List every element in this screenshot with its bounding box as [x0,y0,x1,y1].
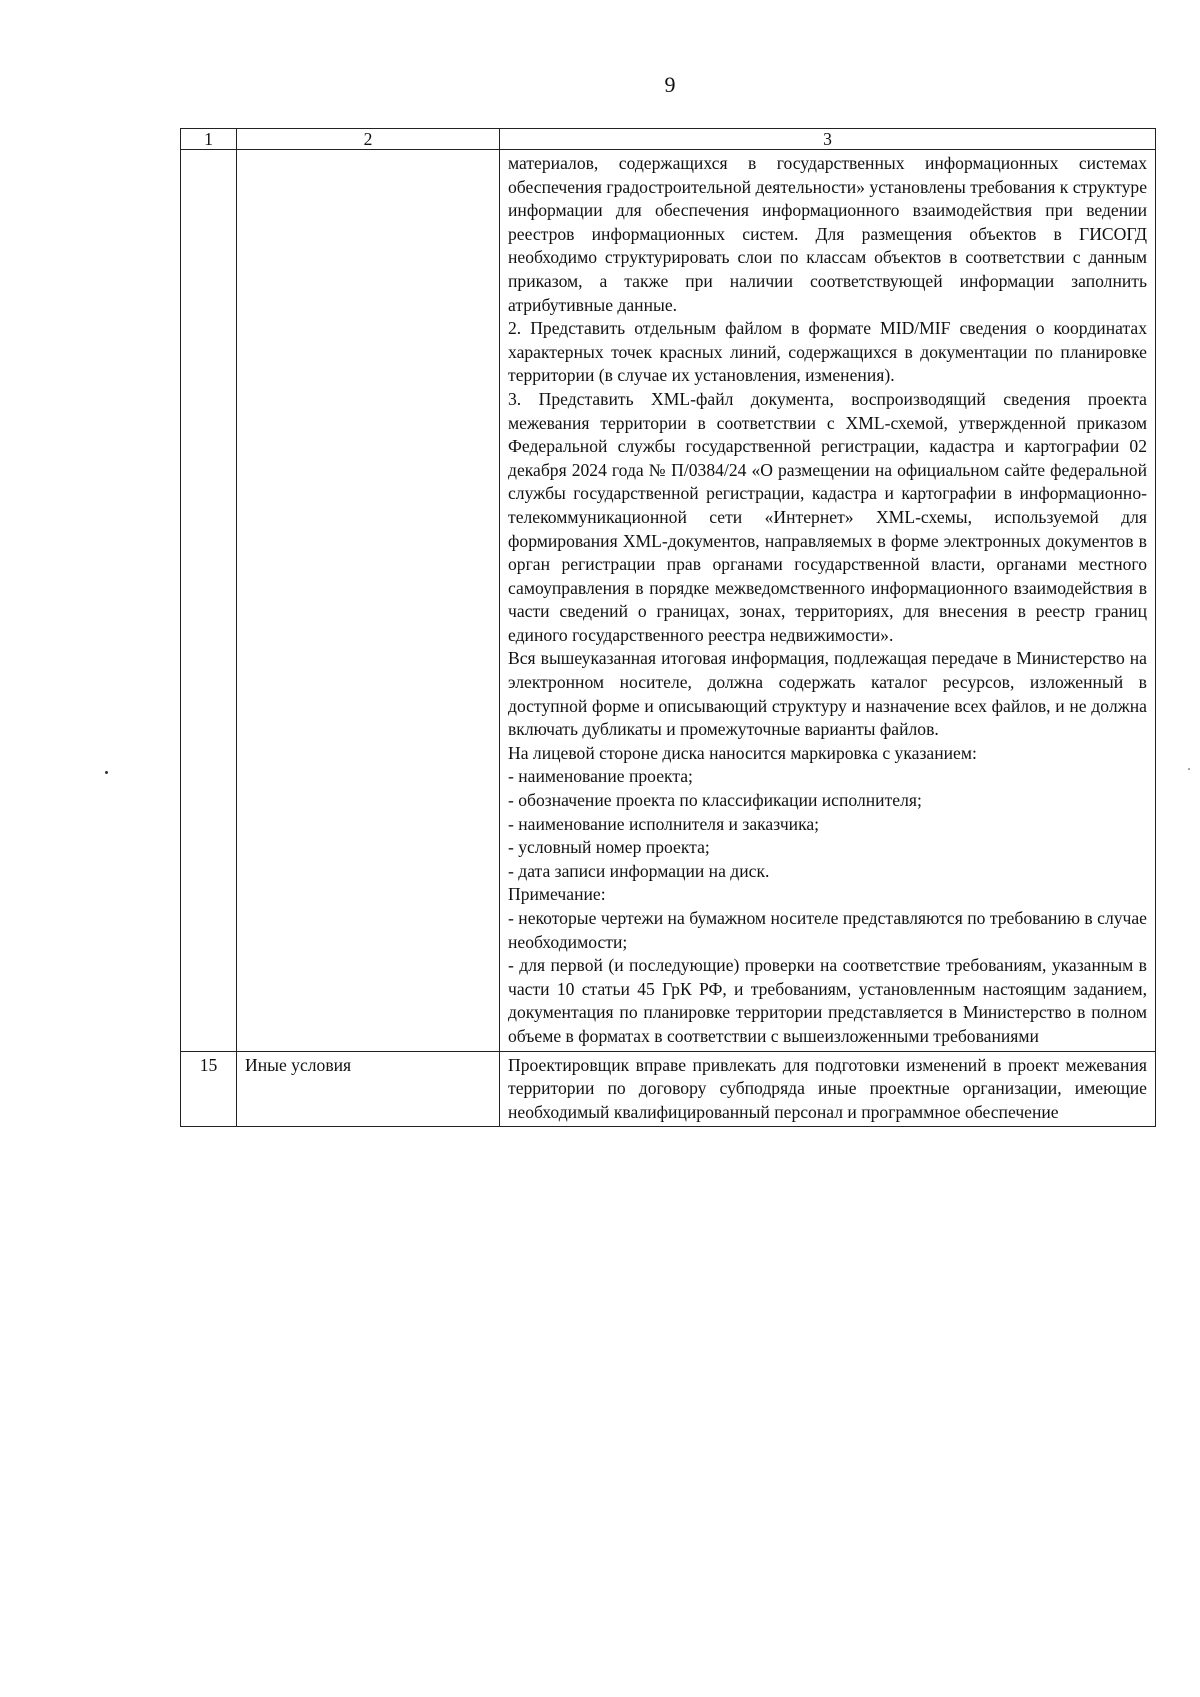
scan-speck [1188,768,1190,770]
row-text-cell: Проектировщик вправе привлекать для подготовки изменений в проект межевания территории по договору субподряда иные проектные организации, имеющие необходимый квалифицированный персонал и программное обеспечение [500,1051,1156,1127]
paragraph: 3. Представить XML-файл документа, воспроизводящий сведения проекта межевания территории в соответствии с XML-схемой, утвержденной приказом Федеральной службы государственной регистрации, кадастра и картографии 02 декабря 2024 года № П/0384/24 «О размещении на официальном сайте федеральной службы государственной регистрации, кадастра и картографии в информационно-телекоммуникационной сети «Интернет» XML-схемы, используемой для формирования XML-документов, направляемых в форме электронных документов в орган регистрации прав органами государственной власти, органами местного самоуправления в порядке межведомственного информационного взаимодействия в части сведений о границах, зонах, территориях, для внесения в реестр границ единого государственного реестра недвижимости». [508,388,1147,645]
note-item: - некоторые чертежи на бумажном носителе представляются по требованию в случае необходимости; [508,908,1147,952]
header-col-2: 2 [237,129,500,150]
list-item: - наименование проекта; [508,766,693,787]
requirements-table [180,128,1156,1127]
table-row-15 [181,1051,1156,1127]
list-item: - наименование исполнителя и заказчика; [508,813,820,834]
paragraph: 2. Представить отдельным файлом в формате MID/MIF сведения о координатах характерных точек красных линий, содержащихся в документации по планировке территории (в случае их установления, изменения). [508,318,1147,386]
table-row-continued [181,150,1156,1052]
list-item: - условный номер проекта; [508,837,710,858]
header-col-3: 3 [500,129,1156,150]
row-name-cell [237,150,500,1052]
list-item: - дата записи информации на диск. [508,860,770,881]
note-heading: Примечание: [508,884,606,905]
header-col-1: 1 [181,129,237,150]
page-number: 9 [664,72,676,97]
row-name-cell: Иные условия [237,1051,500,1127]
scan-speck [105,771,108,774]
paragraph: материалов, содержащихся в государственных информационных системах обеспечения градостроительной деятельности» установлены требования к структуре информации для обеспечения информационного взаимодействия при ведении реестров информационных систем. Для размещения объектов в ГИСОГД необходимо структурировать слои по классам объектов в соответствии с данным приказом, а также при наличии соответствующей информации заполнить атрибутивные данные. [508,153,1147,315]
marking-intro: На лицевой стороне диска наносится маркировка с указанием: [508,742,977,763]
note-item: - для первой (и последующие) проверки на соответствие требованиям, указанным в части 10 статьи 45 ГрК РФ, и требованиям, установленным настоящим заданием, документация по планировке территории представляется в Министерство в полном объеме в форматах в соответствии с вышеизложенными требованиями [508,955,1147,1046]
row-number-cell: 15 [181,1051,237,1127]
list-item: - обозначение проекта по классификации исполнителя; [508,790,922,811]
paragraph: Вся вышеуказанная итоговая информация, подлежащая передаче в Министерство на электронном носителе, должна содержать каталог ресурсов, изложенный в доступной форме и описывающий структуру и назначение всех файлов, и не должна включать дубликаты и промежуточные варианты файлов. [508,648,1147,740]
row-number-cell [181,150,237,1052]
row-text-cell [500,150,1156,1052]
table-header-row [181,129,1156,150]
